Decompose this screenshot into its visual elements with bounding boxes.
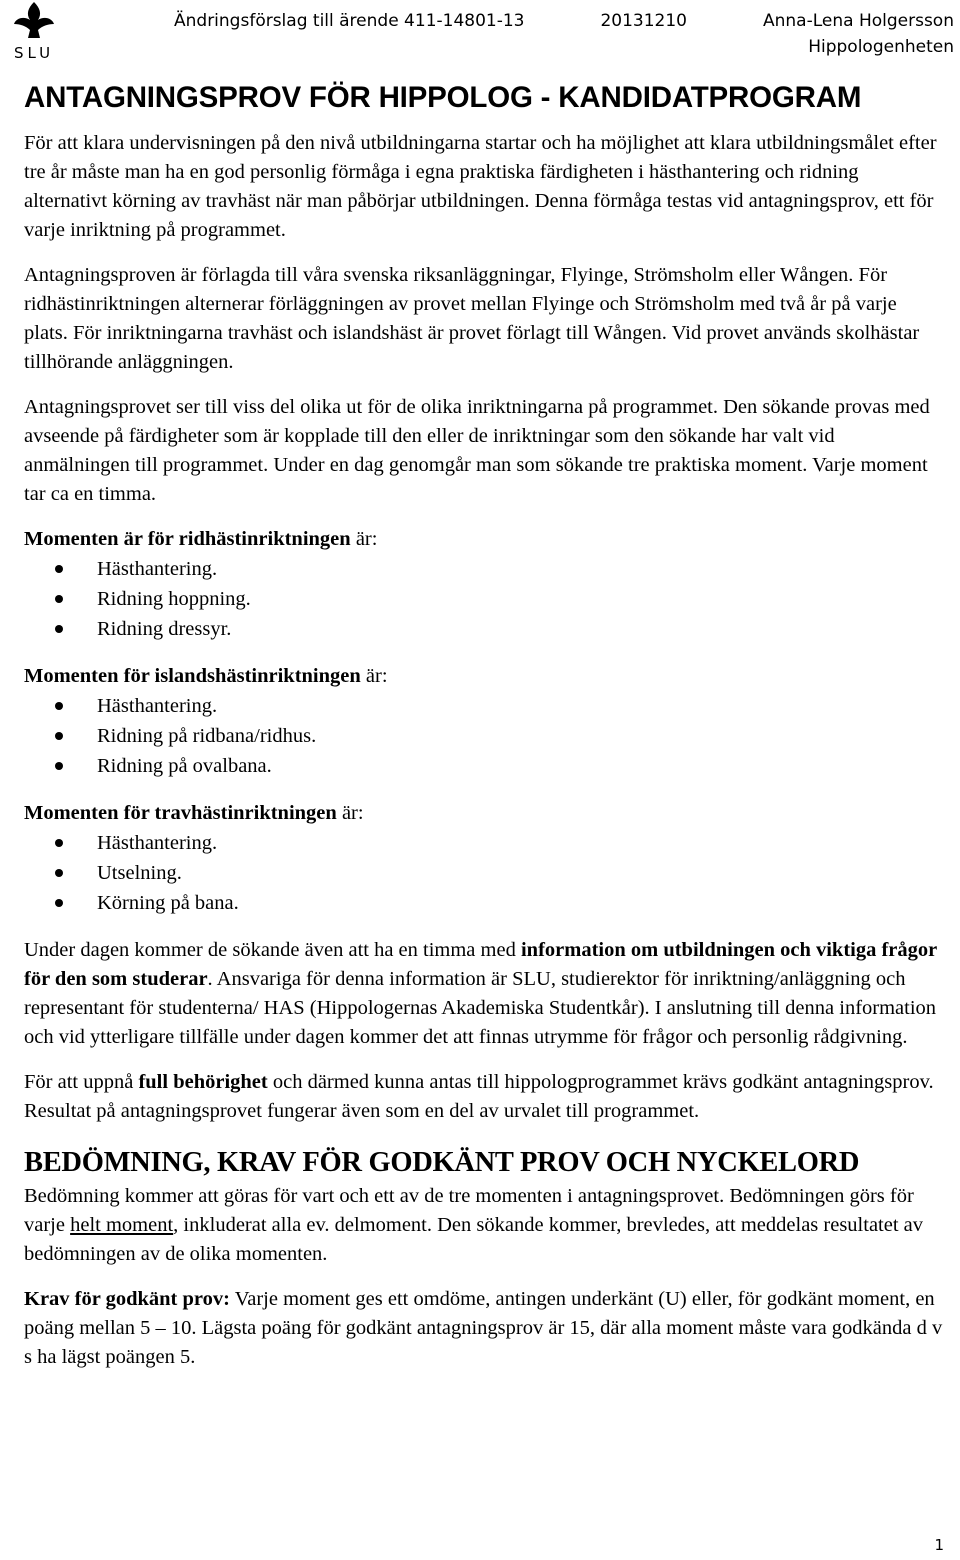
header-date: 20131210 <box>600 11 687 31</box>
list-item: Ridning på ridbana/ridhus. <box>24 721 944 751</box>
travhast-list <box>24 828 944 918</box>
list-item: Ridning på ovalbana. <box>24 751 944 781</box>
list-item: Ridning hoppning. <box>24 584 944 614</box>
location-paragraph: Antagningsproven är förlagda till våra svenska riksanläggningar, Flyinge, Strömsholm eller Wången. För ridhästinriktningen alternerar förläggningen av provet mellan Flyinge och Strömsholm med två år på varje plats. För inriktningarna travhäst och islandshäst är provet förlagt till Wången. Vid provet används skolhästar tillhörande anläggningen. <box>24 264 920 373</box>
islandshast-heading: Momenten för islandshästinriktningen är: <box>24 665 388 687</box>
ridhast-heading: Momenten är för ridhästinriktningen är: <box>24 528 378 550</box>
document-body <box>24 129 944 1388</box>
exam-structure-paragraph: Antagningsprovet ser till viss del olika ut för de olika inriktningarna på programmet. Den sökande provas med avseende på färdigheter som är kopplade till den eller de inriktningar som den sökande har valt vid anmälningen till programmet. Under en dag genomgår man som sökande tre praktiska moment. Varje moment tar ca en timma. <box>24 396 930 505</box>
info-paragraph: Under dagen kommer de sökande även att ha en timma med information om utbildningen och viktiga frågor för den som studerar. Ansvariga för denna information är SLU, studierektor för inriktning/anläggning och representant för studenterna/ HAS (Hippologernas Akademiska Studentkår). I anslutning till denna information och vid ytterligare tillfälle under dagen kommer det att finnas utrymme för frågor och personlig rådgivning. <box>24 939 937 1048</box>
ridhast-list <box>24 554 944 644</box>
assessment-heading: BEDÖMNING, KRAV FÖR GODKÄNT PROV OCH NYCKELORD <box>24 1147 860 1178</box>
intro-paragraph: För att klara undervisningen på den nivå utbildningarna startar och ha möjlighet att klara utbildningsmålet efter tre år måste man ha en god personlig förmåga i egna praktiska färdigheten i hästhantering och ridning alternativt körning av travhäst när man påbörjar utbildningen. Denna förmåga testas vid antagningsprov, ett för varje inriktning på programmet. <box>24 132 937 241</box>
list-item: Utselning. <box>24 858 944 888</box>
change-note: Ändringsförslag till ärende 411-14801-13 <box>174 11 525 31</box>
list-item: Ridning dressyr. <box>24 614 944 644</box>
list-item: Hästhantering. <box>24 691 944 721</box>
assessment-paragraph: Bedömning kommer att göras för vart och ett av de tre momenten i antagningsprovet. Bedömningen görs för varje helt moment, inkluderat alla ev. delmoment. Den sökande kommer, brevledes, att meddelas resultatet av bedömningen av de olika momenten. <box>24 1185 924 1265</box>
slu-logo <box>6 0 62 62</box>
list-item: Körning på bana. <box>24 888 944 918</box>
page-header <box>174 8 954 60</box>
document-title: ANTAGNINGSPROV FÖR HIPPOLOG - KANDIDATPROGRAM <box>24 81 862 114</box>
slu-leaf-icon <box>6 0 62 62</box>
requirements-paragraph: Krav för godkänt prov: Varje moment ges ett omdöme, antingen underkänt (U) eller, för godkänt moment, en poäng mellan 5 – 10. Lägsta poäng för godkänt antagningsprov är 15, där alla moment måste vara godkända d v s ha lägst poängen 5. <box>24 1288 943 1368</box>
islandshast-list <box>24 691 944 781</box>
header-unit: Hippologenheten <box>808 37 954 57</box>
list-item: Hästhantering. <box>24 828 944 858</box>
travhast-heading: Momenten för travhästinriktningen är: <box>24 802 364 824</box>
eligibility-paragraph: För att uppnå full behörighet och därmed kunna antas till hippologprogrammet krävs godkänt antagningsprov. Resultat på antagningsprovet fungerar även som en del av urvalet till programmet. <box>24 1071 934 1122</box>
list-item: Hästhantering. <box>24 554 944 584</box>
svg-text:SLU: SLU <box>13 44 55 62</box>
header-author: Anna-Lena Holgersson <box>762 11 954 31</box>
page-number: 1 <box>934 1536 944 1554</box>
